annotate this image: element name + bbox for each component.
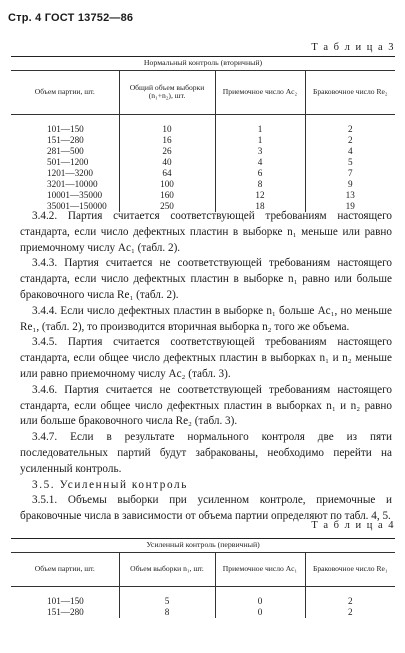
cell: 19 (345, 200, 355, 211)
cell: 3201—10000 (11, 179, 119, 190)
cell: 0 (215, 607, 305, 618)
cell: 1201—3200 (11, 168, 119, 179)
section-heading-3-5: 3.5. Усиленный контроль (32, 478, 188, 491)
table3-span-title: Нормальный контроль (вторичный) (11, 57, 395, 71)
cell: 1 (215, 135, 305, 146)
cell: 13 (345, 189, 355, 200)
cell: 4 (347, 145, 353, 156)
paragraph-3-4-3: 3.4.3. Партия считается не соответствующей требованиям настоящего стандарта, если число дефектных пластин в выборке n₁ равно или больше браковочного числа Re₁ (табл. 2). (20, 257, 392, 301)
table4-col-reject: Браковочное число Re₁ (305, 552, 395, 586)
paragraph-3-4-4: 3.4.4. Если число дефектных пластин в выборке n₁ больше Ac₁, но меньше Re₁, (табл. 2), то производится вторичная выборка n₂ того же объема. (20, 304, 392, 333)
cell: 2 (347, 134, 353, 145)
paragraph-3-4-5: 3.4.5. Партия считается соответствующей требованиям настоящего стандарта, если общее число дефектных пластин в выборках n₁ и n₂ меньше или равно приемочному числу Ac₂ (табл. 3). (20, 336, 392, 380)
cell: 8 (119, 607, 215, 618)
cell: 1 (215, 124, 305, 135)
table3-caption: Т а б л и ц а 3 (311, 42, 395, 53)
cell: 16 (119, 135, 215, 146)
table3-col-accept: Приемочное число Ac₂ (215, 70, 305, 114)
cell: 0 (215, 596, 305, 607)
cell: 2 (347, 123, 353, 134)
paragraph-3-5-1: 3.5.1. Объемы выборки при усиленном контроле, приемочные и браковочные числа в зависимости от объема партии определяют по табл. 4, 5. (20, 494, 392, 523)
table4-col-sample: Объем выборки n₁, шт. (119, 552, 215, 586)
page-header: Стр. 4 ГОСТ 13752—86 (8, 12, 134, 24)
cell: 151—280 (11, 607, 119, 618)
paragraph-3-4-6: 3.4.6. Партия считается не соответствующей требованиям настоящего стандарта, если общее число дефектных пластин в выборках n₁ и n₂ равно или больше браковочного числа Re₂ (табл. 3). (20, 383, 392, 428)
cell: 6 (215, 168, 305, 179)
cell: 2 (347, 595, 353, 606)
cell: 151—280 (11, 135, 119, 146)
table-row (11, 596, 395, 607)
table-row (11, 190, 395, 201)
table-row (11, 135, 395, 146)
table4-span-title: Усиленный контроль (первичный) (11, 539, 395, 553)
table3-col-batch: Объем партии, шт. (11, 70, 119, 114)
cell: 10 (119, 124, 215, 135)
cell: 18 (215, 201, 305, 212)
cell: 9 (347, 178, 353, 189)
cell: 160 (119, 190, 215, 201)
cell: 101—150 (11, 596, 119, 607)
cell: 5 (119, 596, 215, 607)
cell: 2 (347, 606, 353, 617)
cell: 5 (347, 156, 353, 167)
table3-col-sample: Общий объем выборки (n₁+n₂), шт. (119, 70, 215, 114)
cell: 40 (119, 157, 215, 168)
cell: 35001—150000 (11, 201, 119, 212)
table-row (11, 168, 395, 179)
cell: 281—500 (11, 146, 119, 157)
table-row (11, 146, 395, 157)
table4-col-batch: Объем партии, шт. (11, 552, 119, 586)
cell: 4 (215, 157, 305, 168)
cell: 10001—35000 (11, 190, 119, 201)
cell: 64 (119, 168, 215, 179)
cell: 100 (119, 179, 215, 190)
body-text (20, 209, 392, 525)
cell: 8 (215, 179, 305, 190)
table-row (11, 157, 395, 168)
cell: 7 (347, 167, 353, 178)
paragraph-3-4-2: 3.4.2. Партия считается соответствующей требованиям настоящего стандарта, если число дефектных пластин в выборке n₁ меньше или равно приемочному числу Ac₁ (табл. 2). (20, 210, 392, 254)
table3-col-reject: Браковочное число Re₂ (305, 70, 395, 114)
table4-col-accept: Приемочное число Ac₁ (215, 552, 305, 586)
table-3 (11, 56, 395, 212)
table4-caption: Т а б л и ц а 4 (311, 520, 395, 531)
cell: 501—1200 (11, 157, 119, 168)
table-row (11, 607, 395, 618)
cell: 250 (119, 201, 215, 212)
table-4 (11, 538, 395, 618)
cell: 101—150 (11, 124, 119, 135)
cell: 3 (215, 146, 305, 157)
cell: 26 (119, 146, 215, 157)
table-row (11, 124, 395, 135)
table-row (11, 179, 395, 190)
paragraph-3-4-7: 3.4.7. Если в результате нормального контроля две из пяти последовательных партий будут забракованы, необходимо перейти на усиленный контроль. (20, 431, 392, 475)
cell: 12 (215, 190, 305, 201)
